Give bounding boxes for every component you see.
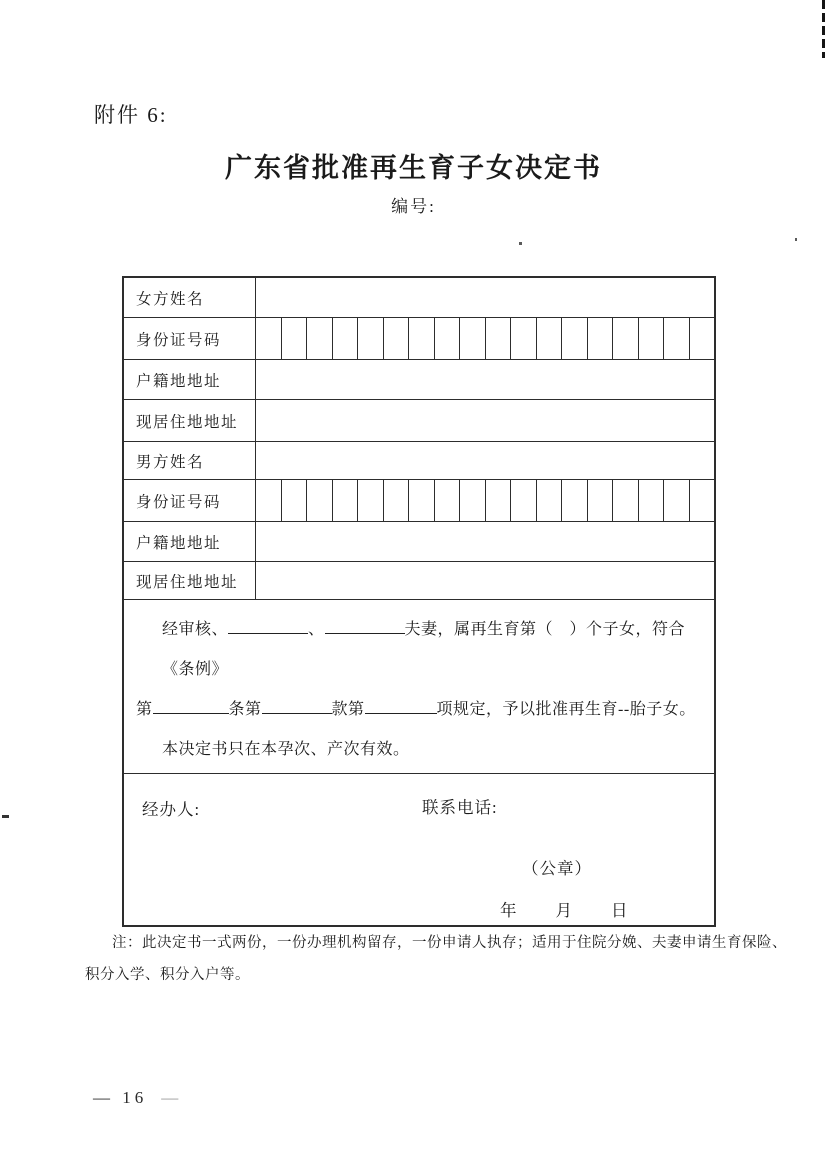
page-number-trail-dash: — — [161, 1088, 180, 1107]
id-digit-cell — [408, 318, 434, 359]
id-digit-cell — [612, 480, 638, 521]
row-man-name — [124, 442, 714, 480]
field-label: 户籍地地址 — [124, 360, 256, 399]
row-woman-household-address — [124, 360, 714, 400]
date-line: 年 月 日 — [500, 901, 630, 920]
id-digit-cell — [459, 318, 485, 359]
blank-underline — [153, 700, 229, 714]
approval-form-table — [122, 276, 716, 927]
id-digit-cell — [561, 480, 587, 521]
row-man-id-number — [124, 480, 714, 522]
id-digit-cell — [485, 480, 511, 521]
row-woman-current-address — [124, 400, 714, 442]
field-value-area — [256, 318, 714, 359]
id-digit-cell — [332, 480, 358, 521]
decision-line-1 — [136, 610, 706, 690]
blank-underline — [325, 620, 405, 634]
id-digit-cell — [510, 480, 536, 521]
id-digit-cell — [587, 318, 613, 359]
id-digit-cell — [332, 318, 358, 359]
scan-artifact-speck — [795, 238, 797, 241]
blank-underline — [365, 700, 437, 714]
decision-paragraph — [124, 600, 714, 774]
footnote-line-1: 注：此决定书一式两份，一份办理机构留存，一份申请人执存；适用于住院分娩、夫妻申请生育保险、 — [112, 935, 787, 951]
field-value-area — [256, 562, 714, 599]
id-digit-cell — [689, 480, 715, 521]
id-digit-cell — [434, 318, 460, 359]
decision-text: 经审核、 — [162, 621, 229, 638]
id-digit-cell — [663, 318, 689, 359]
id-digit-cell — [408, 480, 434, 521]
id-digit-cell — [536, 318, 562, 359]
id-digit-cell — [587, 480, 613, 521]
id-digit-cell — [638, 480, 664, 521]
attachment-label: 附件 6: — [94, 103, 168, 127]
id-digit-cell — [306, 318, 332, 359]
id-digit-cells — [256, 318, 714, 359]
id-digit-cell — [485, 318, 511, 359]
id-digit-cell — [689, 318, 715, 359]
contact-phone-label: 联系电话: — [422, 798, 498, 817]
id-digit-cell — [281, 480, 307, 521]
field-label: 现居住地地址 — [124, 400, 256, 441]
row-woman-id-number — [124, 318, 714, 360]
doc-number-label: 编号: — [391, 197, 436, 216]
field-value-area — [256, 278, 714, 317]
id-digit-cell — [536, 480, 562, 521]
id-digit-cell — [434, 480, 460, 521]
document-title: 广东省批准再生育子女决定书 — [225, 153, 602, 183]
footnote-line-2: 积分入学、积分入户等。 — [85, 966, 250, 983]
decision-line-2 — [136, 690, 706, 730]
id-digit-cell — [612, 318, 638, 359]
field-value-area — [256, 442, 714, 479]
id-digit-cell — [357, 318, 383, 359]
scan-artifact-edge-dashes — [822, 0, 825, 58]
id-digit-cell — [281, 318, 307, 359]
field-label: 户籍地地址 — [124, 522, 256, 561]
scan-artifact-speck — [2, 815, 9, 818]
id-digit-cell — [383, 318, 409, 359]
field-value-area — [256, 360, 714, 399]
field-label: 男方姓名 — [124, 442, 256, 479]
id-digit-cell — [357, 480, 383, 521]
decision-line-3: 本决定书只在本孕次、产次有效。 — [162, 741, 410, 758]
id-digit-cell — [459, 480, 485, 521]
page-number — [93, 1088, 179, 1108]
page-number-text: — 16 — [93, 1088, 148, 1107]
scan-artifact-speck — [519, 242, 522, 245]
id-digit-cell — [383, 480, 409, 521]
id-digit-cell — [510, 318, 536, 359]
decision-text: 夫妻，属再生育第（ ）个子女，符合《条例》 — [162, 621, 686, 678]
id-digit-cell — [256, 318, 281, 359]
field-label: 身份证号码 — [124, 318, 256, 359]
blank-underline — [262, 700, 332, 714]
footnote — [85, 928, 787, 991]
field-value-area — [256, 400, 714, 441]
id-digit-cells — [256, 480, 714, 521]
row-man-household-address — [124, 522, 714, 562]
decision-text: 、 — [308, 621, 325, 638]
decision-text: 条第 — [228, 701, 262, 718]
handler-label: 经办人: — [142, 800, 201, 819]
signoff-section — [124, 774, 714, 925]
id-digit-cell — [306, 480, 332, 521]
decision-text: 第 — [136, 701, 153, 718]
blank-underline — [228, 620, 308, 634]
official-seal-placeholder: （公章） — [522, 859, 592, 878]
row-man-current-address — [124, 562, 714, 600]
field-label: 现居住地地址 — [124, 562, 256, 599]
row-woman-name — [124, 278, 714, 318]
decision-text: 项规定，予以批准再生育--胎子女。 — [436, 701, 696, 718]
field-label: 身份证号码 — [124, 480, 256, 521]
id-digit-cell — [663, 480, 689, 521]
field-value-area — [256, 522, 714, 561]
id-digit-cell — [638, 318, 664, 359]
field-label: 女方姓名 — [124, 278, 256, 317]
field-value-area — [256, 480, 714, 521]
id-digit-cell — [561, 318, 587, 359]
id-digit-cell — [256, 480, 281, 521]
decision-text: 款第 — [331, 701, 365, 718]
